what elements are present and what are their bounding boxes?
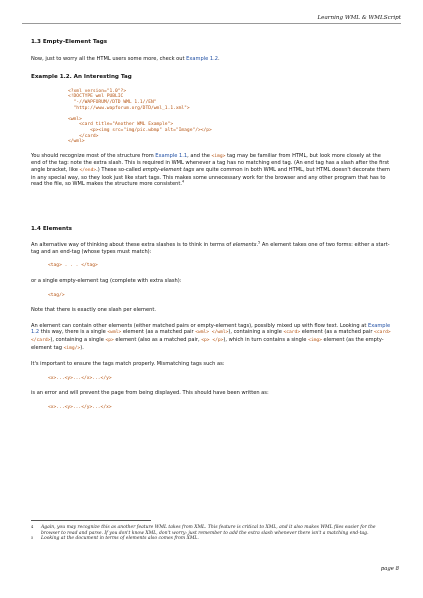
code-inline: </end>	[79, 167, 97, 173]
footnote-4	[31, 525, 391, 536]
code-inline: <img>	[308, 338, 322, 344]
intro-text: Now, just to worry all the HTML users some more, check out	[31, 55, 187, 62]
code-inline: <p>	[105, 338, 114, 344]
text: are quite common in both WML and HTML, but HTML doesn't decorate them in any special way, so they look just like start tags. This makes some unnecessary work for the browser and any other program that has to read the file, so WML makes the structure more consistent.	[31, 166, 391, 188]
text: element (also as a matched pair,	[113, 337, 202, 344]
text: this way, there is a single	[39, 329, 108, 336]
code-inline: <wml>	[107, 330, 122, 336]
text: tag may be familiar from HTML, but look more closely at the end of the tag: note the extra slash. This is required in WML whenever a tag has no matching end tag. (An end tag has a slash after the first angle bracket, like	[31, 152, 390, 173]
text: An alternative way of thinking about these extra slashes is to think in terms of	[31, 242, 233, 249]
code-inline: <p> </p>	[201, 338, 224, 344]
example-link[interactable]: Example 1.2	[186, 55, 218, 62]
text: ).	[80, 344, 84, 351]
page-number: page 8	[380, 566, 399, 572]
code-mismatch: <x>...<y>...</x>...</y>	[48, 375, 112, 381]
paragraph-error: is an error and will prevent the page from being displayed. This should have been written as:	[31, 390, 269, 397]
code-inline: <img>	[211, 153, 226, 159]
footnote-text: Looking at the document in terms of elements also comes from XML.	[41, 536, 199, 542]
code-inline: <card>	[283, 330, 301, 336]
text: ), containing a single	[228, 329, 284, 336]
code-line: "-//WAPFORUM//DTD WML 1.1//EN"	[68, 99, 157, 105]
code-line: "http://www.wapforum.org/DTD/wml_1.1.xml">	[68, 105, 190, 111]
text: element (as a matched pair	[121, 329, 196, 336]
text: ), containing a single	[50, 337, 106, 344]
code-inline: <card> </card>	[31, 330, 391, 344]
footnote-text: Again, you may recognize this as another feature WML takes from XML. This feature is critical to XML, and it also makes WML files easier for the browser to read and parse. If you don't know XML, don't worry: just remember to add the extra slash whenever there isn't a matching end-tag.	[41, 525, 376, 536]
footnote-ref[interactable]: 5	[258, 240, 261, 245]
code-start-end-tag: <tag> . . . </tag>	[48, 263, 98, 269]
footnote-rule	[31, 520, 151, 521]
text: You should recognize most of the structure from	[31, 152, 156, 159]
footnote-5	[31, 536, 391, 542]
footnote-ref[interactable]: 4	[181, 179, 185, 184]
text: element (as a matched pair	[300, 329, 375, 336]
header-rule	[22, 23, 401, 24]
section-heading-1-4: 1.4 Elements	[31, 225, 72, 232]
paragraph-mismatch: It's important to ensure the tags match properly. Mismatching tags such as:	[31, 361, 225, 368]
emphasis: elements	[232, 242, 257, 249]
code-line: <p><img src="img/pic.wbmp" alt="Image"/></p>	[68, 127, 212, 133]
footnote-number: 5	[31, 536, 34, 541]
paragraph-elements: An alternative way of thinking about these extra slashes is to think in terms of elements.$^5$ An element takes one of two forms: either a start-tag and an end-tag (whose types must match):	[31, 240, 390, 255]
code-line: <?xml version="1.0"?>	[68, 88, 127, 94]
page-body	[31, 39, 391, 411]
text: An element takes one of two forms: either a start-tag and an end-tag (whose types must match):	[31, 242, 390, 255]
paragraph-slash: Note that there is exactly one slash per element.	[31, 307, 156, 314]
paragraph-empty: or a single empty-element tag (complete with extra slash):	[31, 278, 182, 285]
text: ), which in turn contains a single	[223, 337, 309, 344]
paragraph-contain	[31, 323, 391, 352]
example-link[interactable]: Example 1.1	[155, 152, 188, 159]
emphasis: empty-element tags	[142, 166, 195, 173]
code-line: </card>	[68, 133, 99, 139]
section-intro	[31, 56, 391, 63]
paragraph-structure	[31, 153, 391, 188]
footnote-number: 4	[31, 525, 34, 529]
example-link[interactable]: Example 1.2	[31, 322, 391, 336]
code-inline: <img/>	[63, 345, 81, 351]
code-correct: <x>...<y>...</y>...</x>	[48, 405, 112, 410]
running-header: Learning WML & WMLScript	[317, 15, 401, 21]
text: element (as the empty-element tag	[31, 337, 384, 351]
intro-end: .	[217, 55, 220, 62]
code-line: <!DOCTYPE wml PUBLIC	[68, 94, 124, 100]
footnotes	[31, 525, 391, 542]
example-title: Example 1.2. An Interesting Tag	[31, 74, 132, 81]
code-line: </wml>	[68, 139, 85, 145]
example-code-block	[31, 89, 391, 145]
text: , and the	[187, 152, 212, 159]
code-inline: <wml> </wml>	[195, 330, 229, 336]
code-empty-tag: <tag/>	[48, 292, 65, 298]
code-line: <wml>	[68, 116, 82, 122]
section-heading-1-3: 1.3 Empty-Element Tags	[31, 39, 108, 45]
text: .) These so-called	[96, 166, 143, 173]
text: An element can contain other elements (either matched pairs or empty-element tags), possibly mixed up with flow text. Looking at	[31, 322, 368, 329]
code-line: <card title="Another WML Example">	[68, 122, 174, 128]
